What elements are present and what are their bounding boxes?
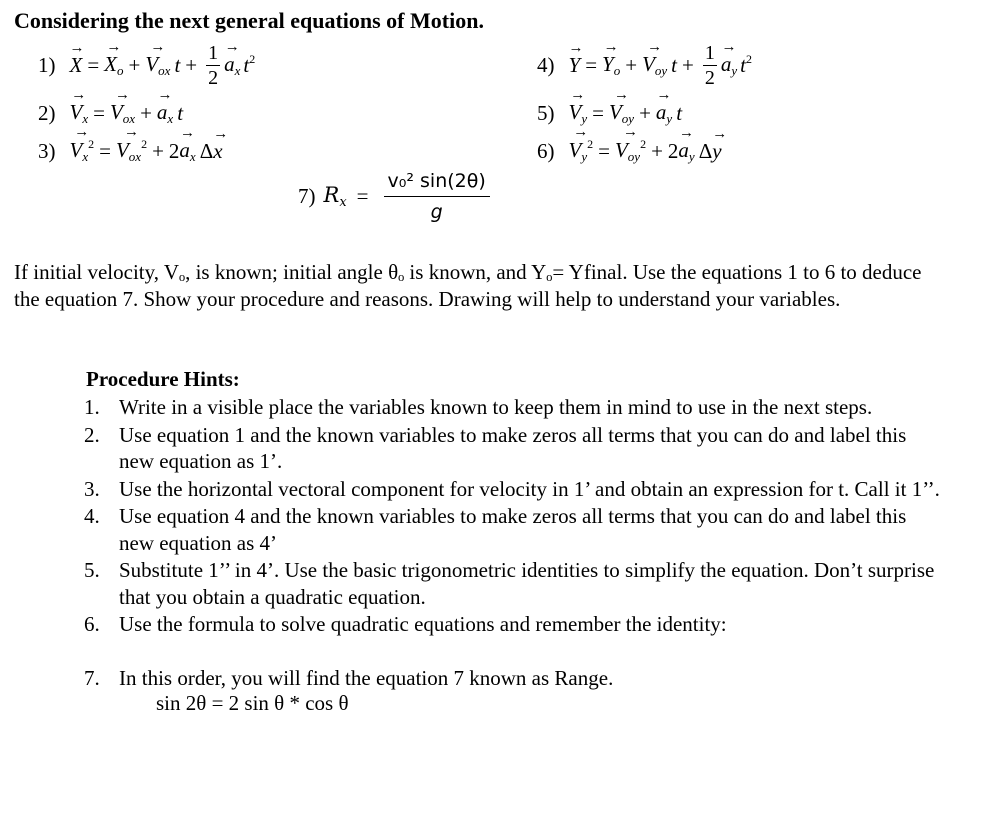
position-x-vector: → X	[70, 53, 83, 78]
velocity-x-squared: → $V_x^2$	[70, 137, 95, 165]
equation-number: 1)	[38, 52, 56, 77]
initial-velocity-x: → $V_{ox}$	[110, 100, 135, 127]
equation-number: 4)	[537, 52, 555, 77]
equation-3: 3) → $V_x^2$ = → $V_{ox}^2$ + 2 → $a_x$ Δ → x	[38, 136, 223, 166]
problem-statement: If initial velocity, Vₒ, is known; initial angle θₒ is known, and Yₒ= Yfinal. Use the equations 1 to 6 to deduce the equation 7. Show your procedure and reasons. Drawing will help to understand your variables.	[14, 260, 922, 311]
initial-velocity-x-squared: → $V_{ox}^2$	[116, 137, 147, 165]
coefficient-two: 2	[168, 138, 180, 163]
one-half-fraction: $\frac{1}{2}$	[208, 41, 219, 89]
delta-symbol: Δ	[199, 138, 214, 163]
coefficient-two: 2	[667, 138, 679, 163]
acceleration-y: → $a_y$	[721, 52, 737, 79]
velocity-y: → $V_y$	[569, 100, 588, 127]
initial-velocity-y: → $V_{oy}$	[642, 52, 667, 79]
displacement-y: → y	[712, 139, 721, 164]
equation-number: 2)	[38, 100, 56, 125]
equation-5: 5) → $V_y$ = → $V_{oy}$ + → $a_y$ t	[537, 98, 682, 128]
hint-item: 7. In this order, you will find the equation 7 known as Range.	[84, 665, 614, 690]
position-y-vector: → Y	[569, 53, 581, 78]
time-term: t	[177, 100, 184, 125]
trig-identity: sin 2θ = 2 sin θ * cos θ	[156, 691, 349, 715]
acceleration-x: → $a_x$	[224, 52, 240, 79]
hint-item: 3. Use the horizontal vectoral component for velocity in 1’ and obtain an expression for t. Call it 1’’.	[84, 476, 940, 501]
equation-number: 6)	[537, 138, 555, 163]
acceleration-y: → $a_y$	[678, 138, 694, 165]
acceleration-x: → $a_x$	[179, 138, 195, 165]
initial-velocity-y: → $V_{oy}$	[609, 100, 634, 127]
hints-title: Procedure Hints:	[86, 367, 240, 391]
time-term: t	[671, 52, 678, 77]
page-heading: Considering the next general equations of Motion.	[14, 8, 484, 33]
hint-item: 1. Write in a visible place the variables known to keep them in mind to use in the next steps.	[84, 395, 873, 419]
hints-list	[84, 394, 944, 692]
equation-number: 7)	[298, 184, 316, 208]
velocity-y-squared: → $V_y^2$	[569, 137, 594, 165]
initial-velocity-y-squared: → $V_{oy}^2$	[615, 137, 646, 165]
velocity-x: → $V_x$	[70, 100, 89, 127]
acceleration-x: → $a_x$	[157, 100, 173, 127]
hint-item: 6. Use the formula to solve quadratic equations and remember the identity:	[84, 612, 727, 636]
time-term: t	[676, 100, 683, 125]
equation-2: 2) → $V_x$ = → $V_{ox}$ + → $a_x$ t	[38, 98, 183, 128]
equation-1: 1) → X = → $X_o$ + → $V_{ox}$ t + $\frac{1}{2}$ → $a_x$ $t^2$	[38, 50, 255, 80]
delta-symbol: Δ	[698, 138, 713, 163]
displacement-x: → x	[213, 139, 222, 164]
hint-item: 4. Use equation 4 and the known variables to make zeros all terms that you can do and label this new equation as 4’	[84, 504, 907, 555]
initial-position-y: → $Y_o$	[602, 52, 620, 79]
time-squared: $t^2$	[243, 52, 256, 77]
equation-6: 6) → $V_y^2$ = → $V_{oy}^2$ + 2 → $a_y$ Δ → y	[537, 136, 722, 166]
initial-velocity-x: → $V_{ox}$	[145, 52, 170, 79]
range-fraction	[384, 170, 490, 223]
time-term: t	[174, 52, 181, 77]
equation-4: 4) → Y = → $Y_o$ + → $V_{oy}$ t + $\frac{1}{2}$ → $a_y$ $t^2$	[537, 50, 752, 80]
range-symbol: $R_x$	[323, 183, 347, 210]
initial-position-x: → $X_o$	[104, 52, 123, 79]
range-numerator: v₀² sin(2θ)	[384, 170, 490, 197]
time-squared: $t^2$	[740, 52, 752, 77]
equation-number: 3)	[38, 138, 56, 163]
one-half-fraction: $\frac{1}{2}$	[704, 41, 715, 89]
equation-7-range: 7) $R_x$ = $\frac{\text{v₀² sin(2θ)}}{g}$	[298, 170, 490, 223]
range-denominator: g	[430, 201, 443, 223]
hint-item: 5. Substitute 1’’ in 4’. Use the basic trigonometric identities to simplify the equation. Don’t surprise that you obtain a quadratic equation.	[84, 558, 935, 609]
acceleration-y: → $a_y$	[656, 100, 672, 127]
equation-number: 5)	[537, 100, 555, 125]
hint-item: 2. Use equation 1 and the known variables to make zeros all terms that you can do and label this new equation as 1’.	[84, 422, 907, 473]
